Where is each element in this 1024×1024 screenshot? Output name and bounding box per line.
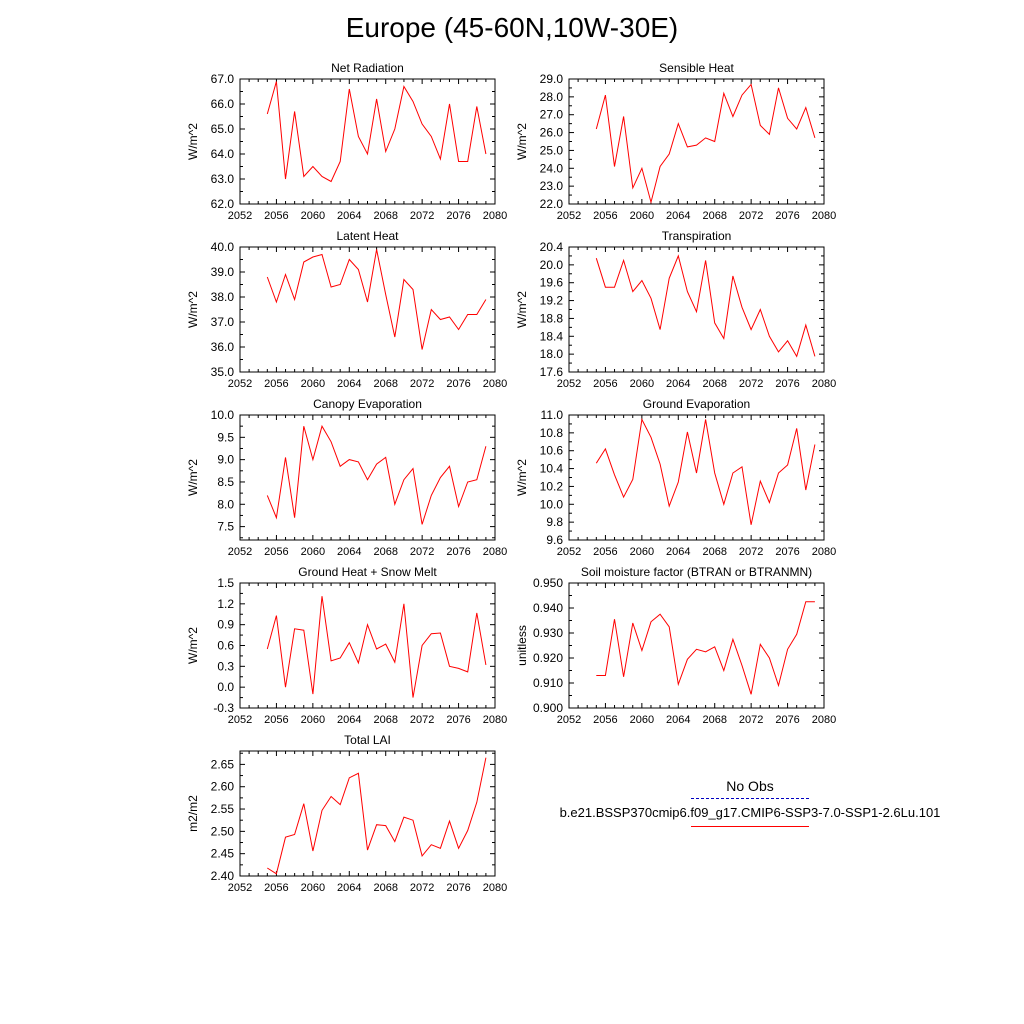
panel-title: Net Radiation	[331, 61, 404, 75]
y-tick-label: 18.4	[539, 329, 563, 344]
y-tick-label: 38.0	[210, 290, 234, 304]
x-tick-label: 2072	[409, 546, 435, 558]
y-tick-label: 24.0	[539, 161, 563, 176]
figure-title: Europe (45-60N,10W-30E)	[345, 12, 679, 43]
x-tick-label: 2056	[264, 882, 289, 894]
y-tick-label: 28.0	[539, 89, 563, 104]
x-tick-label: 2056	[593, 378, 618, 390]
x-tick-label: 2056	[593, 546, 618, 558]
x-tick-label: 2072	[409, 882, 435, 894]
x-tick-label: 2056	[593, 714, 618, 726]
series-line-1	[596, 84, 815, 202]
x-tick-label: 2076	[775, 546, 800, 558]
x-tick-label: 2056	[264, 378, 289, 390]
y-tick-label: 0.900	[532, 701, 563, 715]
y-tick-label: 10.4	[539, 461, 563, 476]
x-tick-label: 2080	[811, 714, 837, 726]
y-axis-label: unitless	[515, 625, 529, 666]
x-tick-label: 2076	[446, 546, 471, 558]
x-tick-label: 2064	[337, 546, 362, 558]
panel-9	[186, 733, 507, 894]
y-tick-label: 9.6	[546, 533, 563, 547]
x-tick-label: 2060	[300, 714, 326, 726]
y-tick-label: 7.5	[217, 519, 234, 534]
y-tick-label: 0.9	[217, 617, 234, 632]
x-tick-label: 2080	[811, 210, 837, 222]
x-tick-label: 2072	[738, 378, 764, 390]
y-tick-label: 2.40	[210, 869, 234, 883]
x-tick-label: 2052	[556, 546, 582, 558]
panel-2	[515, 61, 836, 222]
y-tick-label: 10.2	[539, 479, 563, 494]
panel-4	[515, 229, 836, 390]
x-tick-label: 2080	[811, 546, 837, 558]
y-tick-label: 11.0	[540, 408, 563, 422]
x-tick-label: 2064	[666, 546, 691, 558]
x-tick-label: 2080	[482, 378, 508, 390]
x-tick-label: 2064	[337, 714, 362, 726]
series-line-1	[267, 596, 486, 697]
x-tick-label: 2060	[300, 546, 326, 558]
x-tick-label: 2064	[666, 378, 691, 390]
panel-title: Total LAI	[344, 733, 391, 747]
y-tick-label: 66.0	[210, 97, 234, 111]
y-axis-label: W/m^2	[515, 291, 529, 328]
x-tick-label: 2068	[373, 714, 398, 726]
x-tick-label: 2052	[556, 210, 582, 222]
y-tick-label: 22.0	[539, 197, 563, 211]
panel-6	[515, 397, 836, 558]
y-tick-label: 2.65	[210, 757, 234, 772]
y-tick-label: 10.0	[539, 497, 563, 512]
y-tick-label: 8.0	[217, 497, 234, 512]
x-tick-label: 2064	[337, 210, 362, 222]
x-tick-label: 2080	[482, 714, 508, 726]
y-tick-label: 26.0	[539, 125, 563, 140]
y-tick-label: 64.0	[210, 147, 234, 161]
x-tick-label: 2080	[482, 546, 508, 558]
plot-frame	[240, 247, 495, 372]
x-tick-label: 2068	[373, 882, 398, 894]
y-tick-label: 23.0	[539, 179, 563, 194]
y-tick-label: 17.6	[539, 365, 563, 379]
x-tick-label: 2072	[409, 378, 435, 390]
y-tick-label: 63.0	[210, 172, 234, 186]
x-tick-label: 2056	[593, 210, 618, 222]
y-tick-label: 62.0	[210, 197, 234, 211]
series-line-1	[596, 420, 815, 525]
plot-frame	[569, 415, 824, 540]
y-tick-label: 19.2	[539, 293, 563, 308]
panel-3	[186, 229, 507, 390]
y-tick-label: 2.55	[210, 802, 234, 817]
legend-obs-label: No Obs	[726, 778, 774, 794]
y-tick-label: 67.0	[210, 72, 234, 86]
series-line-1	[267, 250, 486, 350]
y-axis-label: W/m^2	[186, 459, 200, 496]
x-tick-label: 2060	[629, 714, 655, 726]
plot-frame	[240, 583, 495, 708]
y-tick-label: 20.0	[539, 257, 563, 272]
y-tick-label: 9.5	[217, 430, 234, 445]
series-line-1	[596, 256, 815, 357]
y-axis-label: m2/m2	[186, 795, 200, 832]
panel-title: Ground Heat + Snow Melt	[298, 565, 437, 579]
y-tick-label: 10.0	[210, 408, 234, 422]
y-tick-label: 2.45	[210, 846, 234, 861]
x-tick-label: 2052	[227, 210, 253, 222]
panel-1	[186, 61, 507, 222]
y-tick-label: 0.910	[532, 676, 563, 690]
x-tick-label: 2080	[811, 378, 837, 390]
legend	[520, 778, 980, 827]
x-tick-label: 2080	[482, 210, 508, 222]
plot-frame	[569, 79, 824, 204]
x-tick-label: 2068	[702, 546, 727, 558]
panel-title: Canopy Evaporation	[313, 397, 422, 411]
x-tick-label: 2064	[337, 882, 362, 894]
x-tick-label: 2056	[264, 210, 289, 222]
series-line-1	[596, 602, 815, 695]
legend-obs-line	[691, 798, 809, 799]
y-tick-label: 27.0	[539, 107, 563, 122]
x-tick-label: 2068	[373, 378, 398, 390]
x-tick-label: 2052	[556, 714, 582, 726]
y-tick-label: 0.0	[217, 680, 234, 695]
x-tick-label: 2052	[227, 546, 253, 558]
x-tick-label: 2068	[373, 210, 398, 222]
plot-frame	[569, 583, 824, 708]
y-tick-label: 0.920	[532, 651, 563, 665]
x-tick-label: 2072	[409, 714, 435, 726]
x-tick-label: 2072	[738, 546, 764, 558]
y-tick-label: 0.950	[532, 576, 563, 590]
x-tick-label: 2076	[775, 714, 800, 726]
panel-title: Ground Evaporation	[642, 397, 751, 411]
y-tick-label: 20.4	[539, 240, 563, 254]
x-tick-label: 2076	[446, 378, 471, 390]
y-tick-label: 1.5	[217, 576, 234, 590]
y-tick-label: 36.0	[210, 340, 234, 354]
plot-frame	[240, 751, 495, 876]
x-tick-label: 2072	[738, 210, 764, 222]
x-tick-label: 2056	[264, 714, 289, 726]
y-tick-label: 35.0	[210, 365, 234, 379]
y-tick-label: 39.0	[210, 265, 234, 279]
x-tick-label: 2052	[227, 378, 253, 390]
y-tick-label: 29.0	[539, 72, 563, 86]
series-line-1	[267, 758, 486, 874]
y-axis-label: W/m^2	[515, 459, 529, 496]
x-tick-label: 2072	[409, 210, 435, 222]
x-tick-label: 2064	[337, 378, 362, 390]
series-line-1	[267, 426, 486, 524]
x-tick-label: 2052	[556, 378, 582, 390]
plot-frame	[240, 415, 495, 540]
y-tick-label: 1.2	[217, 596, 234, 611]
y-tick-label: 0.6	[217, 638, 234, 653]
y-tick-label: -0.3	[213, 701, 234, 715]
y-tick-label: 10.8	[539, 425, 563, 440]
panel-title: Latent Heat	[336, 229, 399, 243]
x-tick-label: 2060	[629, 378, 655, 390]
y-axis-label: W/m^2	[186, 627, 200, 664]
y-tick-label: 25.0	[539, 143, 563, 158]
y-tick-label: 19.6	[539, 275, 563, 290]
y-tick-label: 8.5	[217, 474, 234, 489]
x-tick-label: 2060	[300, 378, 326, 390]
x-tick-label: 2064	[666, 714, 691, 726]
y-tick-label: 0.940	[532, 601, 563, 615]
y-axis-label: W/m^2	[515, 123, 529, 160]
y-tick-label: 0.3	[217, 659, 234, 674]
x-tick-label: 2060	[300, 210, 326, 222]
x-tick-label: 2064	[666, 210, 691, 222]
y-tick-label: 9.8	[546, 515, 563, 530]
y-tick-label: 18.8	[539, 311, 563, 326]
y-tick-label: 9.0	[217, 452, 234, 467]
x-tick-label: 2068	[373, 546, 398, 558]
y-tick-label: 40.0	[210, 240, 234, 254]
y-tick-label: 2.60	[210, 779, 234, 794]
x-tick-label: 2060	[629, 546, 655, 558]
x-tick-label: 2068	[702, 378, 727, 390]
y-axis-label: W/m^2	[186, 123, 200, 160]
x-tick-label: 2052	[227, 714, 253, 726]
panel-5	[186, 397, 507, 558]
series-line-1	[267, 82, 486, 182]
x-tick-label: 2076	[775, 378, 800, 390]
legend-model-line	[691, 826, 809, 827]
panel-title: Soil moisture factor (BTRAN or BTRANMN)	[580, 565, 813, 579]
x-tick-label: 2076	[775, 210, 800, 222]
panel-title: Sensible Heat	[659, 61, 734, 75]
y-tick-label: 37.0	[210, 315, 234, 329]
x-tick-label: 2076	[446, 210, 471, 222]
x-tick-label: 2076	[446, 714, 471, 726]
y-tick-label: 0.930	[532, 626, 563, 640]
x-tick-label: 2080	[482, 882, 508, 894]
panel-7	[186, 565, 507, 726]
y-tick-label: 65.0	[210, 122, 234, 136]
x-tick-label: 2056	[264, 546, 289, 558]
x-tick-label: 2076	[446, 882, 471, 894]
x-tick-label: 2068	[702, 210, 727, 222]
x-tick-label: 2060	[629, 210, 655, 222]
x-tick-label: 2072	[738, 714, 764, 726]
x-tick-label: 2060	[300, 882, 326, 894]
y-tick-label: 18.0	[539, 347, 563, 362]
y-tick-label: 10.6	[539, 443, 563, 458]
x-tick-label: 2068	[702, 714, 727, 726]
y-tick-label: 2.50	[210, 824, 234, 839]
y-axis-label: W/m^2	[186, 291, 200, 328]
legend-model-label: b.e21.BSSP370cmip6.f09_g17.CMIP6-SSP3-7.0-SSP1-2.6Lu.101	[559, 805, 941, 820]
panel-8	[515, 565, 836, 726]
x-tick-label: 2052	[227, 882, 253, 894]
panel-title: Transpiration	[661, 229, 732, 243]
